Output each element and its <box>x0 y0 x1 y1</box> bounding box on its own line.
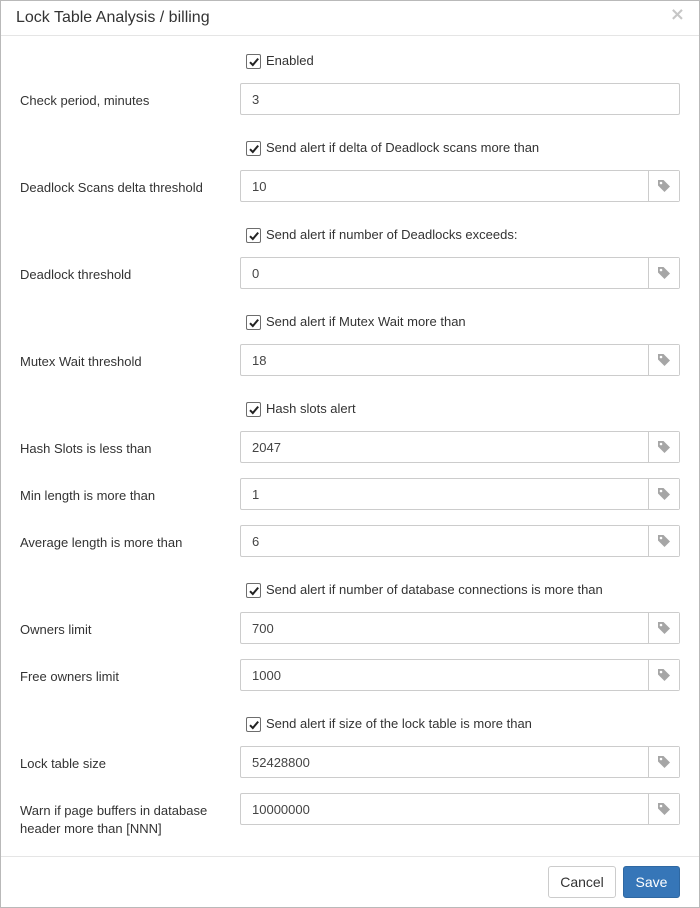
save-button[interactable]: Save <box>623 866 680 898</box>
tag-icon[interactable] <box>648 171 679 201</box>
average-length-group <box>240 525 680 557</box>
checkmark-icon[interactable] <box>246 717 261 732</box>
checkmark-icon[interactable] <box>246 583 261 598</box>
dialog-body <box>1 37 699 856</box>
enabled-row <box>1 52 699 72</box>
checkmark-icon[interactable] <box>246 315 261 330</box>
hash-slots-alert-row <box>1 400 699 420</box>
lock-table-size-group <box>240 746 680 778</box>
mutex-wait-alert-label: Send alert if Mutex Wait more than <box>266 314 466 329</box>
hash-slots-group <box>240 431 680 463</box>
deadlocks-alert-row <box>1 226 699 246</box>
mutex-wait-threshold-input[interactable] <box>241 345 648 375</box>
owners-limit-group <box>240 612 680 644</box>
mutex-wait-threshold-group <box>240 344 680 376</box>
free-owners-limit-input[interactable] <box>241 660 648 690</box>
min-length-label: Min length is more than <box>20 488 156 503</box>
close-icon[interactable]: × <box>669 4 685 25</box>
checkmark-icon[interactable] <box>246 141 261 156</box>
lock-table-size-input[interactable] <box>241 747 648 777</box>
check-period-input[interactable] <box>241 84 679 114</box>
deadlock-scans-alert-row <box>1 139 699 159</box>
deadlock-threshold-group <box>240 257 680 289</box>
deadlocks-alert-checkbox[interactable] <box>246 226 517 244</box>
checkmark-icon[interactable] <box>246 54 261 69</box>
dialog-header <box>1 1 699 36</box>
cancel-button[interactable]: Cancel <box>548 866 616 898</box>
deadlock-scans-threshold-group <box>240 170 680 202</box>
page-buffers-label: Warn if page buffers in database header more than [NNN] <box>20 803 208 836</box>
average-length-input[interactable] <box>241 526 648 556</box>
enabled-checkbox[interactable] <box>246 52 314 70</box>
hash-slots-label: Hash Slots is less than <box>20 441 152 456</box>
page-buffers-group <box>240 793 680 825</box>
check-period-label: Check period, minutes <box>20 93 150 108</box>
hash-slots-alert-checkbox[interactable] <box>246 400 356 418</box>
deadlock-scans-alert-label: Send alert if delta of Deadlock scans more than <box>266 140 540 155</box>
deadlock-scans-threshold-input[interactable] <box>241 171 648 201</box>
owners-limit-input[interactable] <box>241 613 648 643</box>
hash-slots-input[interactable] <box>241 432 648 462</box>
deadlock-threshold-label: Deadlock threshold <box>20 267 132 282</box>
tag-icon[interactable] <box>648 613 679 643</box>
db-connections-alert-label: Send alert if number of database connections is more than <box>266 582 603 597</box>
hash-slots-alert-label: Hash slots alert <box>266 401 356 416</box>
enabled-label: Enabled <box>266 53 314 68</box>
lock-table-size-alert-row <box>1 715 699 735</box>
deadlock-threshold-input[interactable] <box>241 258 648 288</box>
tag-icon[interactable] <box>648 526 679 556</box>
checkmark-icon[interactable] <box>246 228 261 243</box>
owners-limit-label: Owners limit <box>20 622 92 637</box>
tag-icon[interactable] <box>648 747 679 777</box>
lock-table-size-label: Lock table size <box>20 756 106 771</box>
average-length-label: Average length is more than <box>20 535 183 550</box>
lock-table-size-alert-checkbox[interactable] <box>246 715 532 733</box>
free-owners-limit-label: Free owners limit <box>20 669 119 684</box>
mutex-wait-alert-checkbox[interactable] <box>246 313 466 331</box>
deadlock-scans-alert-checkbox[interactable] <box>246 139 539 157</box>
min-length-group <box>240 478 680 510</box>
db-connections-alert-row <box>1 581 699 601</box>
tag-icon[interactable] <box>648 432 679 462</box>
tag-icon[interactable] <box>648 794 679 824</box>
tag-icon[interactable] <box>648 660 679 690</box>
dialog-title: Lock Table Analysis / billing <box>16 9 210 26</box>
tag-icon[interactable] <box>648 345 679 375</box>
deadlocks-alert-label: Send alert if number of Deadlocks exceeds: <box>266 227 518 242</box>
lock-table-size-alert-label: Send alert if size of the lock table is more than <box>266 716 532 731</box>
dialog-footer <box>1 856 699 908</box>
min-length-input[interactable] <box>241 479 648 509</box>
checkmark-icon[interactable] <box>246 402 261 417</box>
db-connections-alert-checkbox[interactable] <box>246 581 603 599</box>
mutex-wait-threshold-label: Mutex Wait threshold <box>20 354 142 369</box>
check-period-group <box>240 83 680 115</box>
deadlock-scans-threshold-label: Deadlock Scans delta threshold <box>20 180 203 195</box>
free-owners-limit-group <box>240 659 680 691</box>
tag-icon[interactable] <box>648 479 679 509</box>
tag-icon[interactable] <box>648 258 679 288</box>
page-buffers-input[interactable] <box>241 794 648 824</box>
mutex-wait-alert-row <box>1 313 699 333</box>
